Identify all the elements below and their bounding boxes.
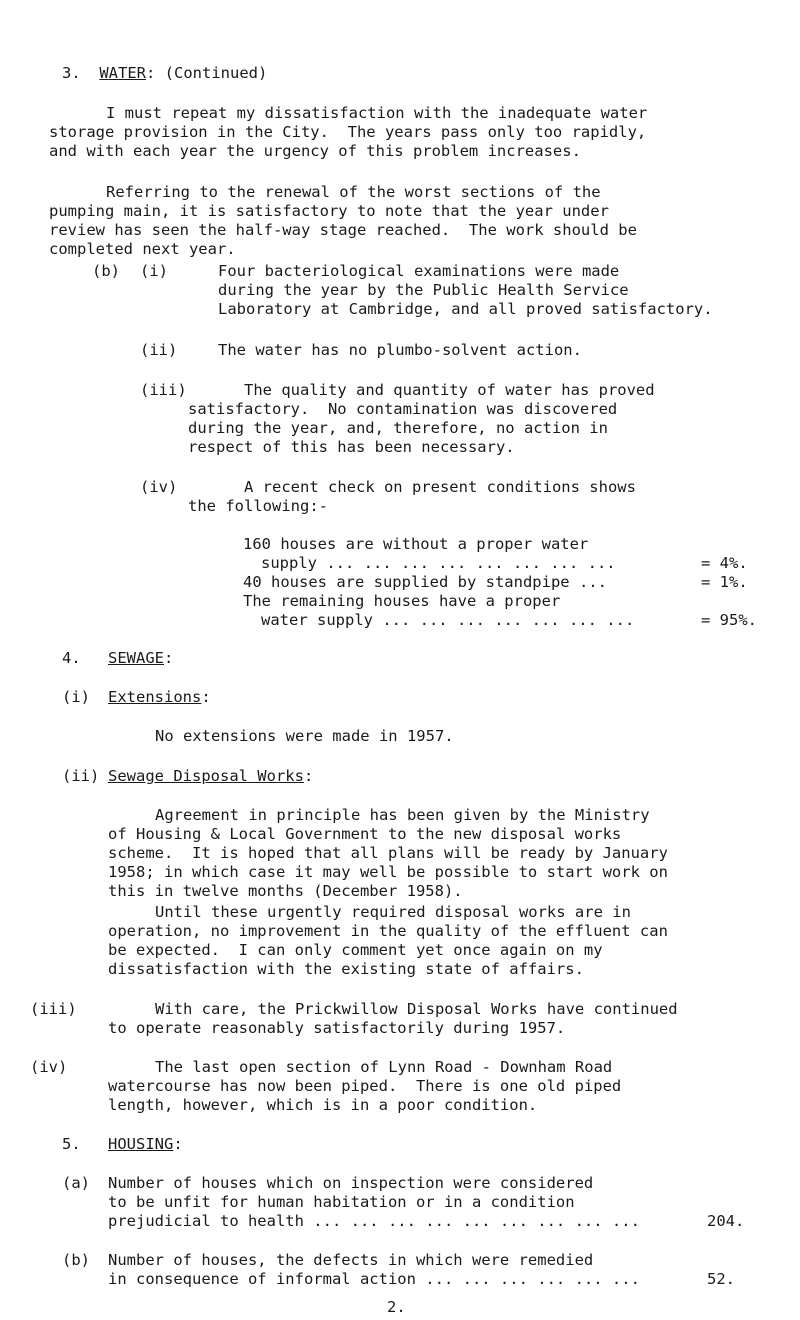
text-line: prejudicial to health ... ... ... ... ... ... ... ... ... (108, 1212, 640, 1230)
supply-value: = 95%. (701, 611, 757, 629)
paragraph (106, 104, 647, 123)
text-line: 1958; in which case it may well be possible to start work on (108, 863, 668, 881)
section-title-suffix: : (173, 1135, 183, 1153)
paragraph (108, 922, 668, 979)
supply-line: 40 houses are supplied by standpipe ... (243, 573, 607, 591)
item-text (108, 1251, 640, 1289)
text-line: pumping main, it is satisfactory to note that the year under (49, 202, 609, 220)
item-label: (b) (62, 1251, 90, 1269)
text-line: The last open section of Lynn Road - Downham Road (155, 1058, 613, 1076)
text-line: Referring to the renewal of the worst sections of the (106, 183, 601, 201)
text-line: watercourse has now been piped. There is one old piped (108, 1077, 622, 1095)
text-line: dissatisfaction with the existing state of affairs. (108, 960, 584, 978)
paragraph (49, 202, 637, 259)
text-line: and with each year the urgency of this problem increases. (49, 142, 581, 160)
section-3-heading (62, 64, 267, 83)
paragraph (108, 825, 668, 901)
item-label: (a) (62, 1174, 90, 1192)
section-5-heading (108, 1135, 183, 1154)
item-label: (i) (62, 688, 90, 706)
item-label: (iv) (140, 478, 178, 496)
text-line: completed next year. (49, 240, 236, 258)
supply-line: 160 houses are without a proper water (243, 535, 589, 553)
text-line: of Housing & Local Government to the new disposal works (108, 825, 622, 843)
subheading-title: Sewage Disposal Works (108, 767, 304, 785)
text-line: With care, the Prickwillow Disposal Works have continued (155, 1000, 678, 1018)
item-label: (ii) (140, 341, 178, 359)
text-line: operation, no improvement in the quality of the effluent can (108, 922, 668, 940)
section-title: SEWAGE (108, 649, 164, 667)
text-line: Laboratory at Cambridge, and all proved satisfactory. (218, 300, 713, 318)
text-line: storage provision in the City. The years pass only too rapidly, (49, 123, 647, 141)
text-line: Until these urgently required disposal works are in (155, 903, 631, 921)
text-line: I must repeat my dissatisfaction with the inadequate water (106, 104, 648, 122)
item-text: the following:- (188, 497, 328, 515)
paragraph (108, 1077, 621, 1115)
subheading (108, 688, 211, 707)
text-line: Number of houses which on inspection were considered (108, 1174, 594, 1192)
text-line: to operate reasonably satisfactorily during 1957. (108, 1019, 566, 1037)
text-line: this in twelve months (December 1958). (108, 882, 463, 900)
text-line: to be unfit for human habitation or in a condition (108, 1193, 575, 1211)
supply-line: supply ... ... ... ... ... ... ... ... (261, 554, 616, 572)
section-number: 3. (62, 64, 81, 82)
text-line: scheme. It is hoped that all plans will be ready by January (108, 844, 668, 862)
text-line: in consequence of informal action ... ... ... ... ... ... (108, 1270, 640, 1288)
item-label: (iv) (30, 1058, 68, 1076)
item-text: A recent check on present conditions shows (244, 478, 636, 496)
subheading-title: Extensions (108, 688, 202, 706)
section-number: 4. (62, 649, 81, 667)
text-line: Agreement in principle has been given by the Ministry (155, 806, 650, 824)
section-title: HOUSING (108, 1135, 174, 1153)
text-line: Number of houses, the defects in which were remedied (108, 1251, 594, 1269)
text-line: satisfactory. No contamination was discovered (188, 400, 618, 418)
item-text (218, 262, 713, 319)
section-title-suffix: : (164, 649, 174, 667)
paragraph (49, 123, 646, 161)
item-label: (ii) (62, 767, 100, 785)
section-title-suffix: : (Continued) (146, 64, 268, 82)
supply-line: water supply ... ... ... ... ... ... ... (261, 611, 635, 629)
section-title: WATER (99, 64, 147, 82)
item-text: No extensions were made in 1957. (155, 727, 454, 745)
item-label: (i) (140, 262, 168, 280)
paragraph (106, 183, 601, 202)
text-line: respect of this has been necessary. (188, 438, 515, 456)
supply-value: = 1%. (701, 573, 748, 591)
text-line: during the year, and, therefore, no action in (188, 419, 608, 437)
section-number: 5. (62, 1135, 81, 1153)
text-line: Four bacteriological examinations were made (218, 262, 620, 280)
text-line: length, however, which is in a poor condition. (108, 1096, 538, 1114)
count-value: 52. (707, 1270, 735, 1288)
subheading-suffix: : (303, 767, 314, 785)
subheading (108, 767, 313, 786)
item-text: The water has no plumbo-solvent action. (218, 341, 582, 359)
page-number: 2. (387, 1298, 406, 1316)
item-text: The quality and quantity of water has proved (244, 381, 655, 399)
text-line: be expected. I can only comment yet once again on my (108, 941, 603, 959)
subheading-suffix: : (201, 688, 211, 706)
item-label: (iii) (30, 1000, 77, 1018)
section-4-heading (108, 649, 173, 668)
text-line: review has seen the half-way stage reached. The work should be (49, 221, 637, 239)
item-text (188, 400, 617, 457)
supply-line: The remaining houses have a proper (243, 592, 561, 610)
item-text (108, 1174, 640, 1231)
item-label: (b) (92, 262, 120, 280)
item-label: (iii) (140, 381, 187, 399)
supply-value: = 4%. (701, 554, 748, 572)
text-line: during the year by the Public Health Service (218, 281, 629, 299)
count-value: 204. (707, 1212, 745, 1230)
